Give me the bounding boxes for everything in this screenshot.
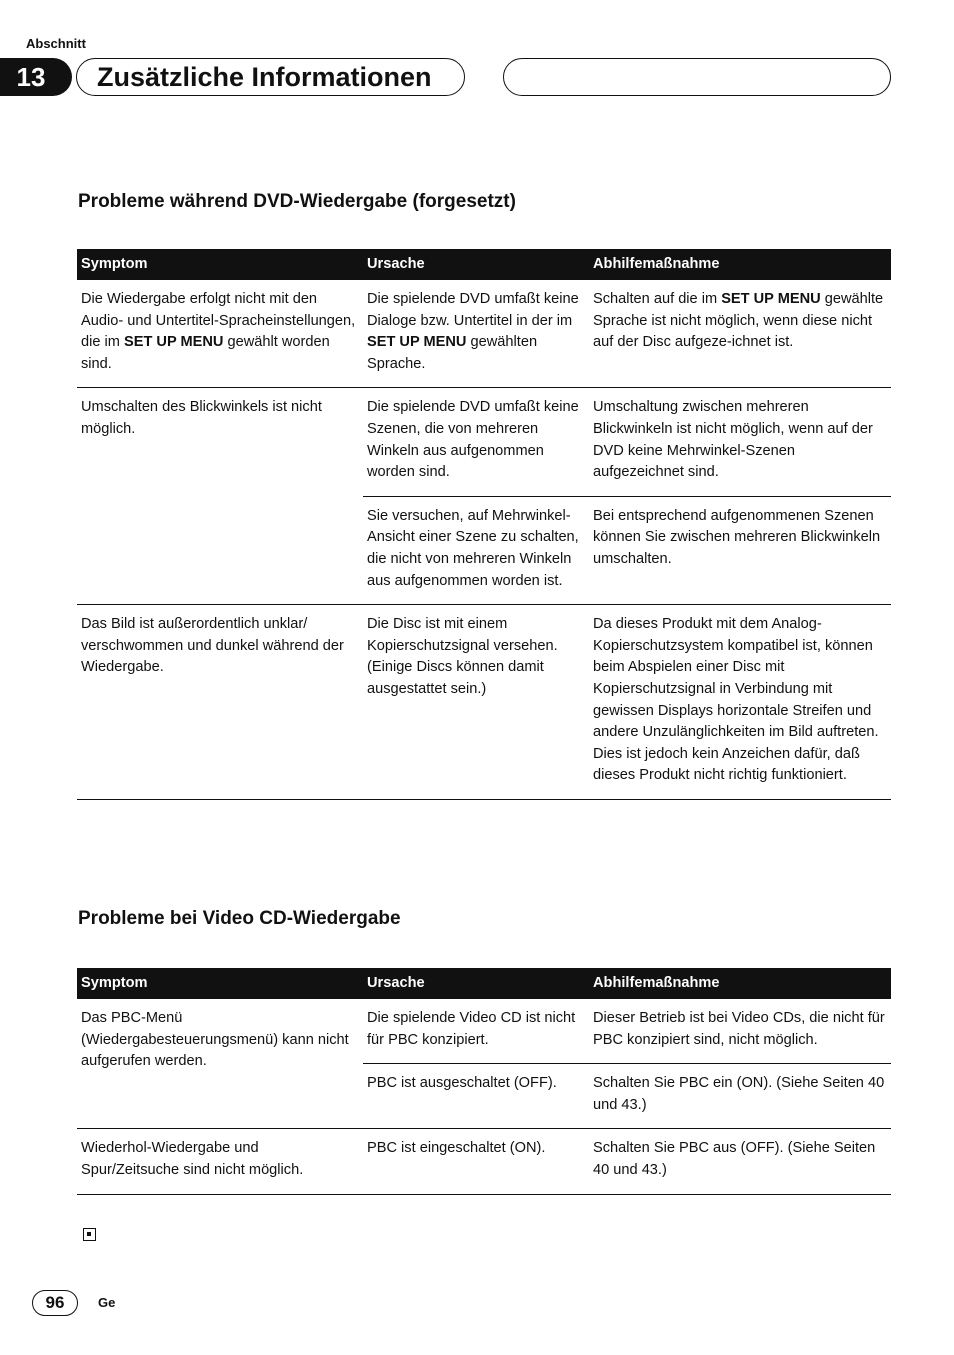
- column-header-cause: Ursache: [363, 249, 589, 280]
- section-label: Abschnitt: [26, 36, 86, 51]
- cause-cell: Die spielende Video CD ist nicht für PBC konzipiert.: [363, 999, 589, 1064]
- cause-cell: Die Disc ist mit einem Kopierschutzsignal versehen. (Einige Discs können damit ausgestattet sein.): [363, 605, 589, 800]
- table-header-row: [77, 249, 891, 280]
- symptom-cell: Wiederhol-Wiedergabe und Spur/Zeitsuche sind nicht möglich.: [77, 1129, 363, 1194]
- column-header-symptom: Symptom: [77, 249, 363, 280]
- cause-cell: PBC ist eingeschaltet (ON).: [363, 1129, 589, 1194]
- remedy-cell: Schalten auf die im SET UP MENU gewählte Sprache ist nicht möglich, wenn diese nicht auf der Disc aufgeze-ichnet ist.: [589, 280, 891, 388]
- remedy-cell: Umschaltung zwischen mehreren Blickwinkeln ist nicht möglich, wenn auf der DVD keine Mehrwinkel-Szenen aufgezeichnet sind.: [589, 388, 891, 496]
- dvd-section-heading: Probleme während DVD-Wiedergabe (forgesetzt): [78, 191, 516, 212]
- cause-cell: Die spielende DVD umfaßt keine Dialoge bzw. Untertitel in der im SET UP MENU gewählten Sprache.: [363, 280, 589, 388]
- vcd-section-heading: Probleme bei Video CD-Wiedergabe: [78, 908, 401, 929]
- table-row: [77, 280, 891, 388]
- column-header-remedy: Abhilfemaßnahme: [589, 249, 891, 280]
- cause-cell: PBC ist ausgeschaltet (OFF).: [363, 1064, 589, 1129]
- vcd-problems-table: [77, 968, 891, 1195]
- remedy-cell: Schalten Sie PBC aus (OFF). (Siehe Seiten 40 und 43.): [589, 1129, 891, 1194]
- symptom-cell: Das Bild ist außerordentlich unklar/ verschwommen und dunkel während der Wiedergabe.: [77, 605, 363, 800]
- remedy-cell: Da dieses Produkt mit dem Analog-Kopierschutzsystem kompatibel ist, können beim Abspielen einer Disc mit Kopierschutzsignal in Verbindung mit gewissen Displays horizontale Streifen und andere Unzulänglichkeiten im Bild auftreten. Dies ist jedoch kein Anzeichen dafür, daß dieses Produkt nicht richtig funktioniert.: [589, 605, 891, 800]
- dvd-problems-table: [77, 249, 891, 800]
- remedy-cell: Schalten Sie PBC ein (ON). (Siehe Seiten 40 und 43.): [589, 1064, 891, 1129]
- chapter-number: 13: [0, 58, 72, 96]
- remedy-cell: Bei entsprechend aufgenommenen Szenen können Sie zwischen mehreren Blickwinkeln umschalten.: [589, 496, 891, 604]
- column-header-symptom: Symptom: [77, 968, 363, 999]
- table-row: [77, 1129, 891, 1194]
- table-row: [77, 388, 891, 496]
- cause-cell: Die spielende DVD umfaßt keine Szenen, die von mehreren Winkeln aus aufgenommen worden sind.: [363, 388, 589, 496]
- language-code: Ge: [98, 1295, 116, 1310]
- remedy-cell: Dieser Betrieb ist bei Video CDs, die nicht für PBC konzipiert sind, nicht möglich.: [589, 999, 891, 1064]
- column-header-cause: Ursache: [363, 968, 589, 999]
- column-header-remedy: Abhilfemaßnahme: [589, 968, 891, 999]
- symptom-cell: Umschalten des Blickwinkels ist nicht möglich.: [77, 388, 363, 605]
- table-header-row: [77, 968, 891, 999]
- chapter-subtitle-box: [503, 58, 891, 96]
- chapter-title: Zusätzliche Informationen: [76, 58, 465, 96]
- cause-cell: Sie versuchen, auf Mehrwinkel-Ansicht einer Szene zu schalten, die nicht von mehreren Winkeln aus aufgenommen worden ist.: [363, 496, 589, 604]
- symptom-cell: Das PBC-Menü (Wiedergabesteuerungsmenü) kann nicht aufgerufen werden.: [77, 999, 363, 1129]
- table-row: [77, 999, 891, 1064]
- table-row: [77, 605, 891, 800]
- symptom-cell: Die Wiedergabe erfolgt nicht mit den Audio- und Untertitel-Spracheinstellungen, die im SET UP MENU gewählt worden sind.: [77, 280, 363, 388]
- page-number: 96: [32, 1290, 78, 1316]
- end-of-section-icon: [83, 1228, 96, 1241]
